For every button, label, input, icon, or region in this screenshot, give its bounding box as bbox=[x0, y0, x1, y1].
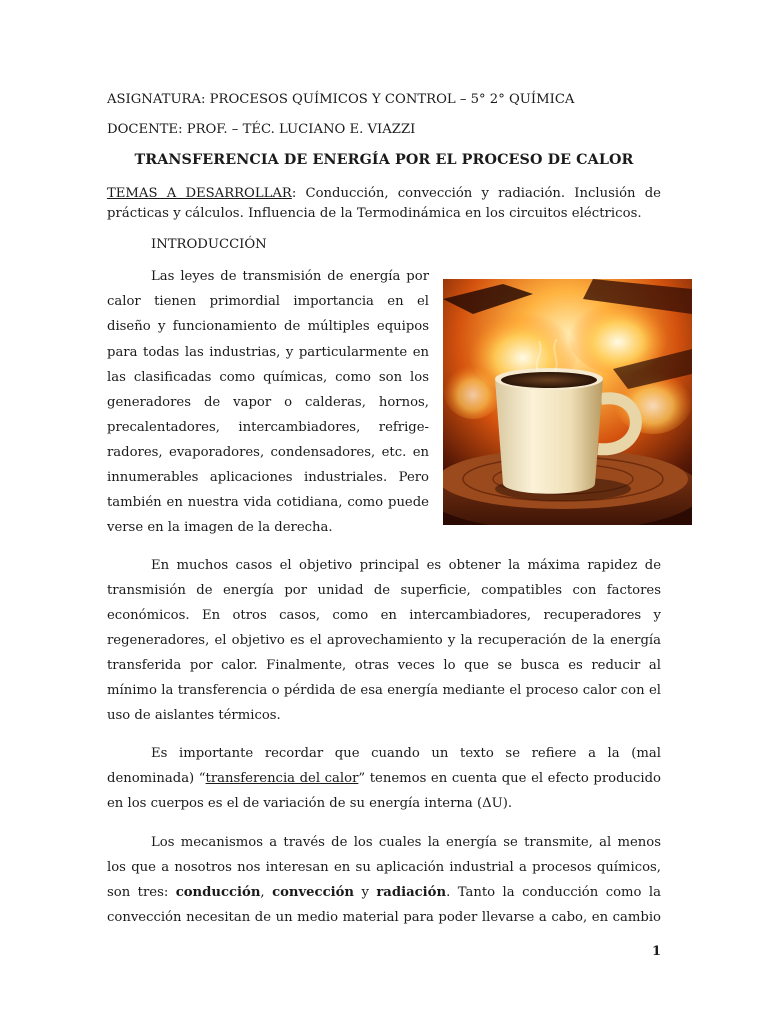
paragraph-line: transmisión de energía por unidad de superficie, compatibles con factores bbox=[107, 583, 661, 598]
intro-line: Las leyes de transmisión de energía por bbox=[151, 269, 429, 284]
coffee-fire-photo bbox=[443, 279, 692, 525]
topics-line-2: prácticas y cálculos. Influencia de la Termodinámica en los circuitos eléctricos. bbox=[107, 206, 642, 221]
term-conveccion: convección bbox=[272, 885, 354, 900]
term-conduccion: conducción bbox=[175, 885, 261, 900]
paragraph-line: transferida por calor. Finalmente, otras veces lo que se busca es reducir al bbox=[107, 658, 661, 673]
paragraph-line: mínimo la transferencia o pérdida de esa energía mediante el proceso calor con el bbox=[107, 683, 661, 698]
paragraph-line: regeneradores, el objetivo es el aprovechamiento y la recuperación de la energía bbox=[107, 633, 661, 648]
intro-line: las clasificadas como químicas, como son los bbox=[107, 370, 429, 385]
text-fragment: son tres: bbox=[107, 885, 176, 900]
text-fragment: . Tanto la conducción como la bbox=[446, 885, 661, 900]
document-title: TRANSFERENCIA DE ENERGÍA POR EL PROCESO DE CALOR bbox=[134, 152, 634, 168]
paragraph-line bbox=[107, 771, 661, 786]
intro-line: también en nuestra vida cotidiana, como puede bbox=[107, 495, 429, 510]
intro-line: verse en la imagen de la derecha. bbox=[107, 520, 333, 535]
teacher-line: DOCENTE: PROF. – TÉC. LUCIANO E. VIAZZI bbox=[107, 122, 416, 137]
text-fragment: ” tenemos en cuenta que el efecto producido bbox=[358, 771, 661, 786]
paragraph-line: uso de aislantes térmicos. bbox=[107, 708, 281, 723]
paragraph-line: en los cuerpos es el de variación de su energía interna (ΔU). bbox=[107, 796, 513, 811]
subject-line: ASIGNATURA: PROCESOS QUÍMICOS Y CONTROL – 5° 2° QUÍMICA bbox=[107, 92, 575, 107]
topics-line-1 bbox=[107, 186, 661, 201]
paragraph-line: económicos. En otros casos, como en intercambiadores, recuperadores y bbox=[107, 608, 661, 623]
intro-line: radores, evaporadores, condensadores, etc. en bbox=[107, 445, 429, 460]
paragraph-line: Es importante recordar que cuando un texto se refiere a la (mal bbox=[151, 746, 661, 761]
intro-line: para todas las industrias, y particularmente en bbox=[107, 345, 429, 360]
topics-label: TEMAS A DESARROLLAR bbox=[107, 186, 292, 201]
intro-line: innumerables aplicaciones industriales. Pero bbox=[107, 470, 429, 485]
intro-line: precalentadores, intercambiadores, refrige- bbox=[107, 420, 429, 435]
section-heading-introduccion: INTRODUCCIÓN bbox=[151, 237, 267, 252]
paragraph-line bbox=[107, 885, 661, 900]
topics-text: : Conducción, convección y radiación. Inclusión de bbox=[291, 186, 661, 201]
intro-line: generadores de vapor o calderas, hornos, bbox=[107, 395, 429, 410]
paragraph-line: los que a nosotros nos interesan en su aplicación industrial a procesos químicos, bbox=[107, 860, 661, 875]
intro-line: calor tienen primordial importancia en el bbox=[107, 294, 429, 309]
term-radiacion: radiación bbox=[376, 885, 447, 900]
paragraph-line: En muchos casos el objetivo principal es obtener la máxima rapidez de bbox=[151, 558, 661, 573]
text-fragment: , bbox=[260, 885, 273, 900]
text-fragment: denominada) “ bbox=[107, 771, 206, 786]
paragraph-line: convección necesitan de un medio material para poder llevarse a cabo, en cambio bbox=[107, 910, 661, 925]
paragraph-line: Los mecanismos a través de los cuales la energía se transmite, al menos bbox=[151, 835, 661, 850]
text-fragment: y bbox=[354, 885, 377, 900]
transferencia-del-calor-term: transferencia del calor bbox=[205, 771, 359, 786]
intro-line: diseño y funcionamiento de múltiples equipos bbox=[107, 319, 429, 334]
page-number: 1 bbox=[652, 944, 662, 959]
